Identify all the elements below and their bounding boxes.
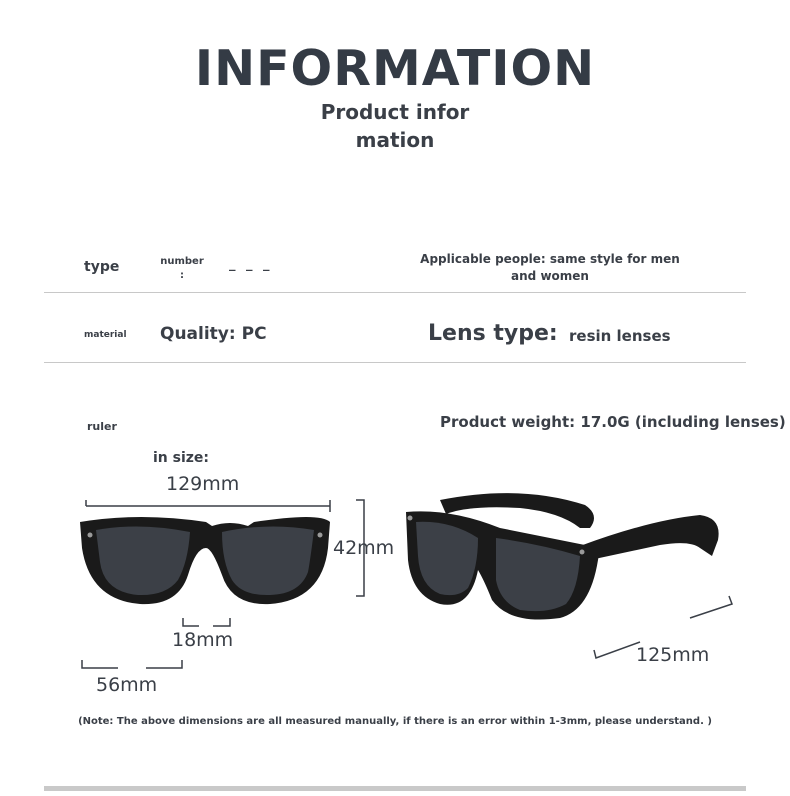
lens-type-label: Lens type: (428, 321, 558, 346)
bottom-bar (44, 786, 746, 791)
number-label-text: number (160, 256, 204, 267)
product-weight: Product weight: 17.0G (including lenses) (440, 413, 786, 431)
applicable-people-line-1: Applicable people: same style for men (420, 252, 680, 266)
dimension-bridge: 18mm (172, 629, 234, 651)
dimension-total-width: 129mm (166, 473, 240, 495)
ruler-label: ruler (87, 420, 117, 433)
applicable-people-line-2: and women (511, 269, 589, 283)
subtitle-line-2: mation (355, 128, 435, 152)
in-size-label: in size: (153, 450, 210, 466)
subtitle-line-1: Product infor (320, 100, 470, 124)
measurement-note: (Note: The above dimensions are all measured manually, if there is an error within 1-3mm, please understand. ) (78, 716, 712, 727)
type-label: type (84, 259, 120, 275)
number-label-colon: : (180, 270, 184, 281)
quality-value: Quality: PC (160, 324, 267, 344)
dimension-temple-length: 125mm (636, 644, 710, 666)
material-label: material (84, 330, 127, 340)
lens-type-value: resin lenses (569, 327, 671, 345)
page-title: INFORMATION (194, 40, 596, 97)
dimension-height: 42mm (333, 537, 395, 559)
number-value: _ _ _ (229, 257, 273, 272)
dimension-lens-width: 56mm (96, 674, 158, 696)
